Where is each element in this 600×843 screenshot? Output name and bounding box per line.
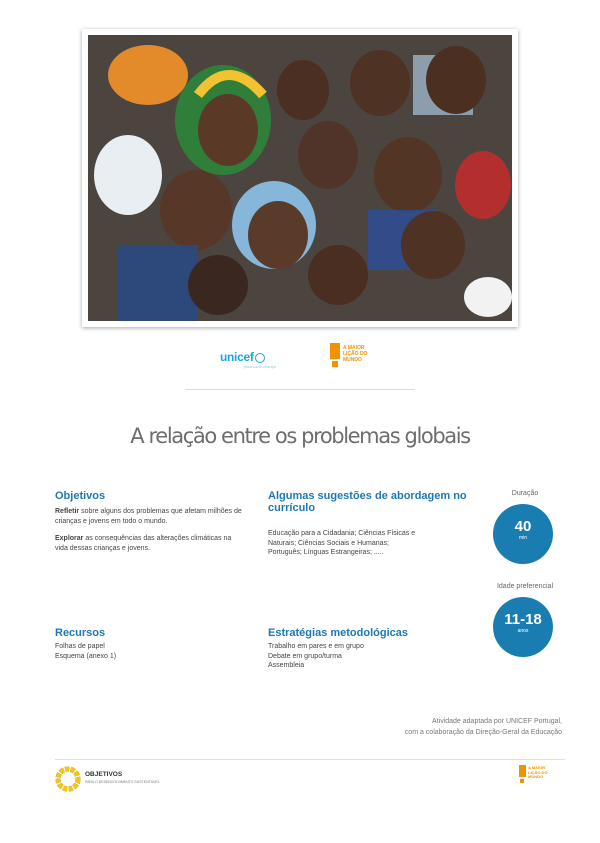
maior-licao-logo-small	[519, 765, 549, 791]
page-title: A relação entre os problemas globais	[130, 424, 470, 448]
logo-block-shape-small	[520, 779, 524, 783]
objetivos-p1-bold: Refletir	[55, 508, 80, 515]
credit-line-2: com a colaboração da Direção-Geral da Educação	[404, 729, 562, 736]
estrategias-item: Debate em grupo/turma	[268, 652, 342, 660]
estrategias-heading: Estratégias metodológicas	[268, 627, 408, 639]
ods-wheel-icon	[55, 766, 81, 792]
credit-line-1: Atividade adaptada por UNICEF Portugal,	[432, 718, 562, 725]
objetivos-heading: Objetivos	[55, 490, 106, 502]
logo-block-shape-small	[332, 361, 338, 367]
logo-block-shape	[519, 765, 526, 777]
duracao-value: 40	[514, 518, 532, 535]
unicef-logo-text: unicef	[220, 350, 254, 364]
idade-unit: anos	[517, 628, 529, 634]
sugestoes-heading: Algumas sugestões de abordagem no currículo	[268, 490, 467, 514]
recursos-item: Folhas de papel	[55, 643, 105, 650]
duracao-label: Duração	[511, 490, 539, 497]
idade-label: Idade preferencial	[496, 583, 554, 590]
maior-licao-logo-text: A MAIOR LIÇÃO DO MUNDO	[343, 345, 368, 363]
sugestoes-text: Educação para a Cidadania; Ciências Físicas e Naturais; Ciências Sociais e Humanas; Português; Línguas Estrangeiras; .....	[268, 530, 416, 556]
globe-icon	[255, 353, 265, 363]
estrategias-list	[268, 642, 418, 671]
objetivos-p2-rest: as consequências das alterações climáticas na vida dessas crianças e jovens.	[55, 535, 232, 552]
ods-title: OBJETIVOS	[85, 771, 123, 778]
recursos-item: Esquema (anexo 1)	[55, 652, 117, 660]
unicef-tagline: para cada criança	[244, 364, 276, 369]
ods-logo	[55, 766, 175, 790]
bottom-divider	[55, 759, 565, 760]
photo-frame	[82, 29, 518, 327]
recursos-heading: Recursos	[55, 627, 106, 639]
objetivos-p2-bold: Explorar	[55, 535, 84, 542]
maior-licao-logo-small-text: A MAIOR LIÇÃO DO MUNDO	[528, 765, 548, 779]
logo-block-shape	[330, 343, 340, 359]
estrategias-item: Assembleia	[268, 662, 305, 669]
duracao-unit: min	[518, 535, 528, 541]
recursos-list	[55, 642, 205, 661]
objetivos-text	[55, 507, 245, 553]
estrategias-item: Trabalho em pares e em grupo	[268, 643, 364, 650]
children-photo	[88, 35, 512, 321]
top-divider	[185, 389, 415, 390]
idade-value: 11-18	[504, 611, 542, 628]
unicef-logo	[220, 350, 265, 364]
objetivos-paragraph-1	[55, 507, 245, 526]
maior-licao-logo	[330, 343, 378, 373]
duracao-badge	[493, 504, 553, 564]
objetivos-p1-rest: sobre alguns dos problemas que afetam milhões de crianças e jovens em todo o mundo.	[55, 508, 242, 525]
objetivos-paragraph-2	[55, 534, 245, 553]
ods-subtitle: PARA O DESENVOLVIMENTO SUSTENTÁVEL	[85, 780, 160, 784]
idade-badge	[493, 597, 553, 657]
credit-text	[405, 716, 562, 738]
